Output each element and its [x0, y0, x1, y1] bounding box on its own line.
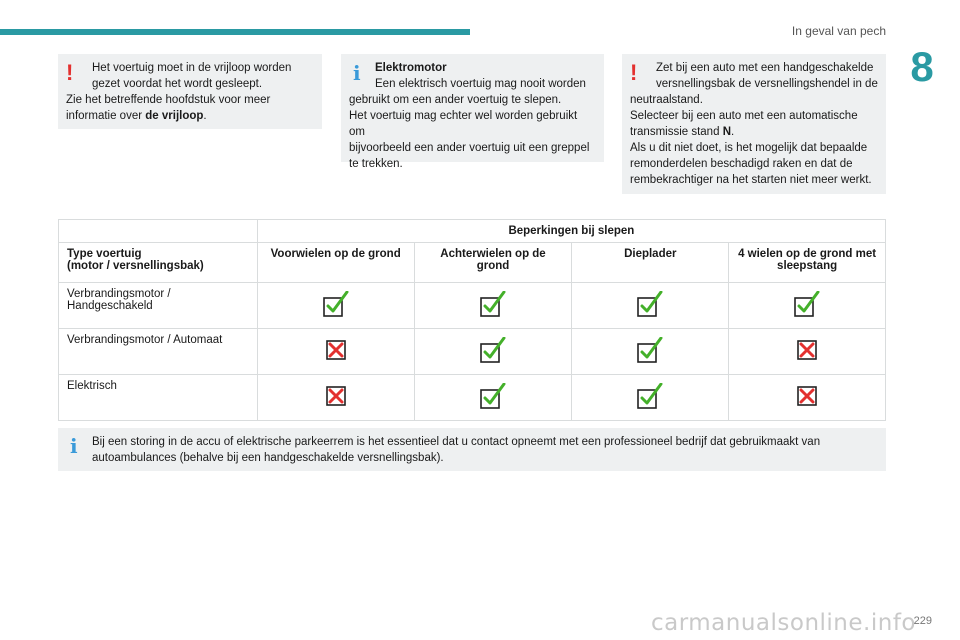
checkmark-icon [637, 337, 663, 363]
status-cell [729, 375, 886, 421]
status-cell [414, 283, 572, 329]
towing-restrictions-table [58, 219, 886, 421]
checkmark-icon [637, 383, 663, 409]
cross-icon [323, 383, 349, 409]
status-cell [729, 283, 886, 329]
page-number: 229 [913, 615, 932, 627]
note-text: rembekrachtiger na het starten niet meer werkt. [630, 174, 872, 186]
towing-restrictions-header: Beperkingen bij slepen [257, 220, 885, 243]
note-text: bijvoorbeeld een ander voertuig uit een greppel [349, 142, 590, 154]
warning-icon: ! [66, 60, 74, 85]
row-label: Verbrandingsmotor / Handgeschakeld [59, 283, 258, 329]
status-cell [572, 283, 729, 329]
cross-icon [794, 383, 820, 409]
info-icon: i [353, 61, 361, 85]
status-cell [257, 329, 414, 375]
info-note-electric-motor [341, 54, 604, 170]
checkmark-icon [323, 291, 349, 317]
warning-icon: ! [630, 60, 638, 85]
note-text: Een elektrisch voertuig mag nooit worden [375, 78, 586, 90]
section-title: In geval van pech [791, 24, 886, 38]
column-header: 4 wielen op de grond met sleepstang [729, 243, 886, 283]
table-empty-header [59, 220, 258, 243]
note-text: te trekken. [349, 158, 403, 170]
column-header: Voorwielen op de grond [257, 243, 414, 283]
checkmark-icon [794, 291, 820, 317]
info-icon: i [70, 434, 78, 458]
checkmark-icon [480, 337, 506, 363]
column-header: Achterwielen op de grond [414, 243, 572, 283]
freewheel-link-text: de vrijloop [145, 110, 204, 122]
status-cell [729, 329, 886, 375]
note-text: Bij een storing in de accu of elektrische parkeerrem is het essentieel dat u contact opneemt met een professioneel bedrijf dat gebruikmaakt van [92, 436, 821, 448]
note-text: informatie over de vrijloop. [66, 110, 207, 122]
checkmark-icon [480, 291, 506, 317]
status-cell [572, 375, 729, 421]
note-text: remonderdelen beschadigd raken en dat de [630, 158, 853, 170]
note-text: Het voertuig mag echter wel worden gebruikt om [349, 110, 578, 138]
table-row [59, 375, 886, 421]
note-text: Zie het betreffende hoofdstuk voor meer [66, 94, 271, 106]
table-row [59, 329, 886, 375]
status-cell [257, 375, 414, 421]
status-cell [414, 375, 572, 421]
checkmark-icon [637, 291, 663, 317]
header-accent-bar [0, 29, 470, 35]
note-text: Selecteer bij een auto met een automatische [630, 110, 858, 122]
note-text: versnellingsbak de versnellingshendel in de [656, 78, 878, 90]
note-text: Als u dit niet doet, is het mogelijk dat bepaalde [630, 142, 868, 154]
cross-icon [794, 337, 820, 363]
chapter-number: 8 [910, 43, 934, 90]
note-text: Het voertuig moet in de vrijloop worden [92, 62, 292, 74]
note-text: gebruikt om een ander voertuig te slepen. [349, 94, 562, 106]
table-column-header-row [59, 243, 886, 283]
note-text: gezet voordat het wordt gesleept. [92, 78, 263, 90]
cross-icon [323, 337, 349, 363]
status-cell [414, 329, 572, 375]
watermark: carmanualsonline.info [650, 610, 916, 636]
note-text: autoambulances (behalve bij een handgeschakelde versnellingsbak). [92, 452, 444, 464]
info-note-battery-failure [58, 428, 886, 471]
note-title: Elektromotor [375, 62, 447, 74]
warning-note-neutral [622, 54, 886, 194]
checkmark-icon [480, 383, 506, 409]
table-row [59, 283, 886, 329]
note-text: transmissie stand N. [630, 126, 735, 138]
note-text: neutraalstand. [630, 94, 703, 106]
column-header: Dieplader [572, 243, 729, 283]
vehicle-type-header: Type voertuig (motor / versnellingsbak) [59, 243, 258, 283]
row-label: Elektrisch [59, 375, 258, 421]
row-label: Verbrandingsmotor / Automaat [59, 329, 258, 375]
status-cell [257, 283, 414, 329]
note-text: Zet bij een auto met een handgeschakelde [656, 62, 874, 74]
table-group-header-row [59, 220, 886, 243]
warning-note-freewheel [58, 54, 322, 129]
status-cell [572, 329, 729, 375]
